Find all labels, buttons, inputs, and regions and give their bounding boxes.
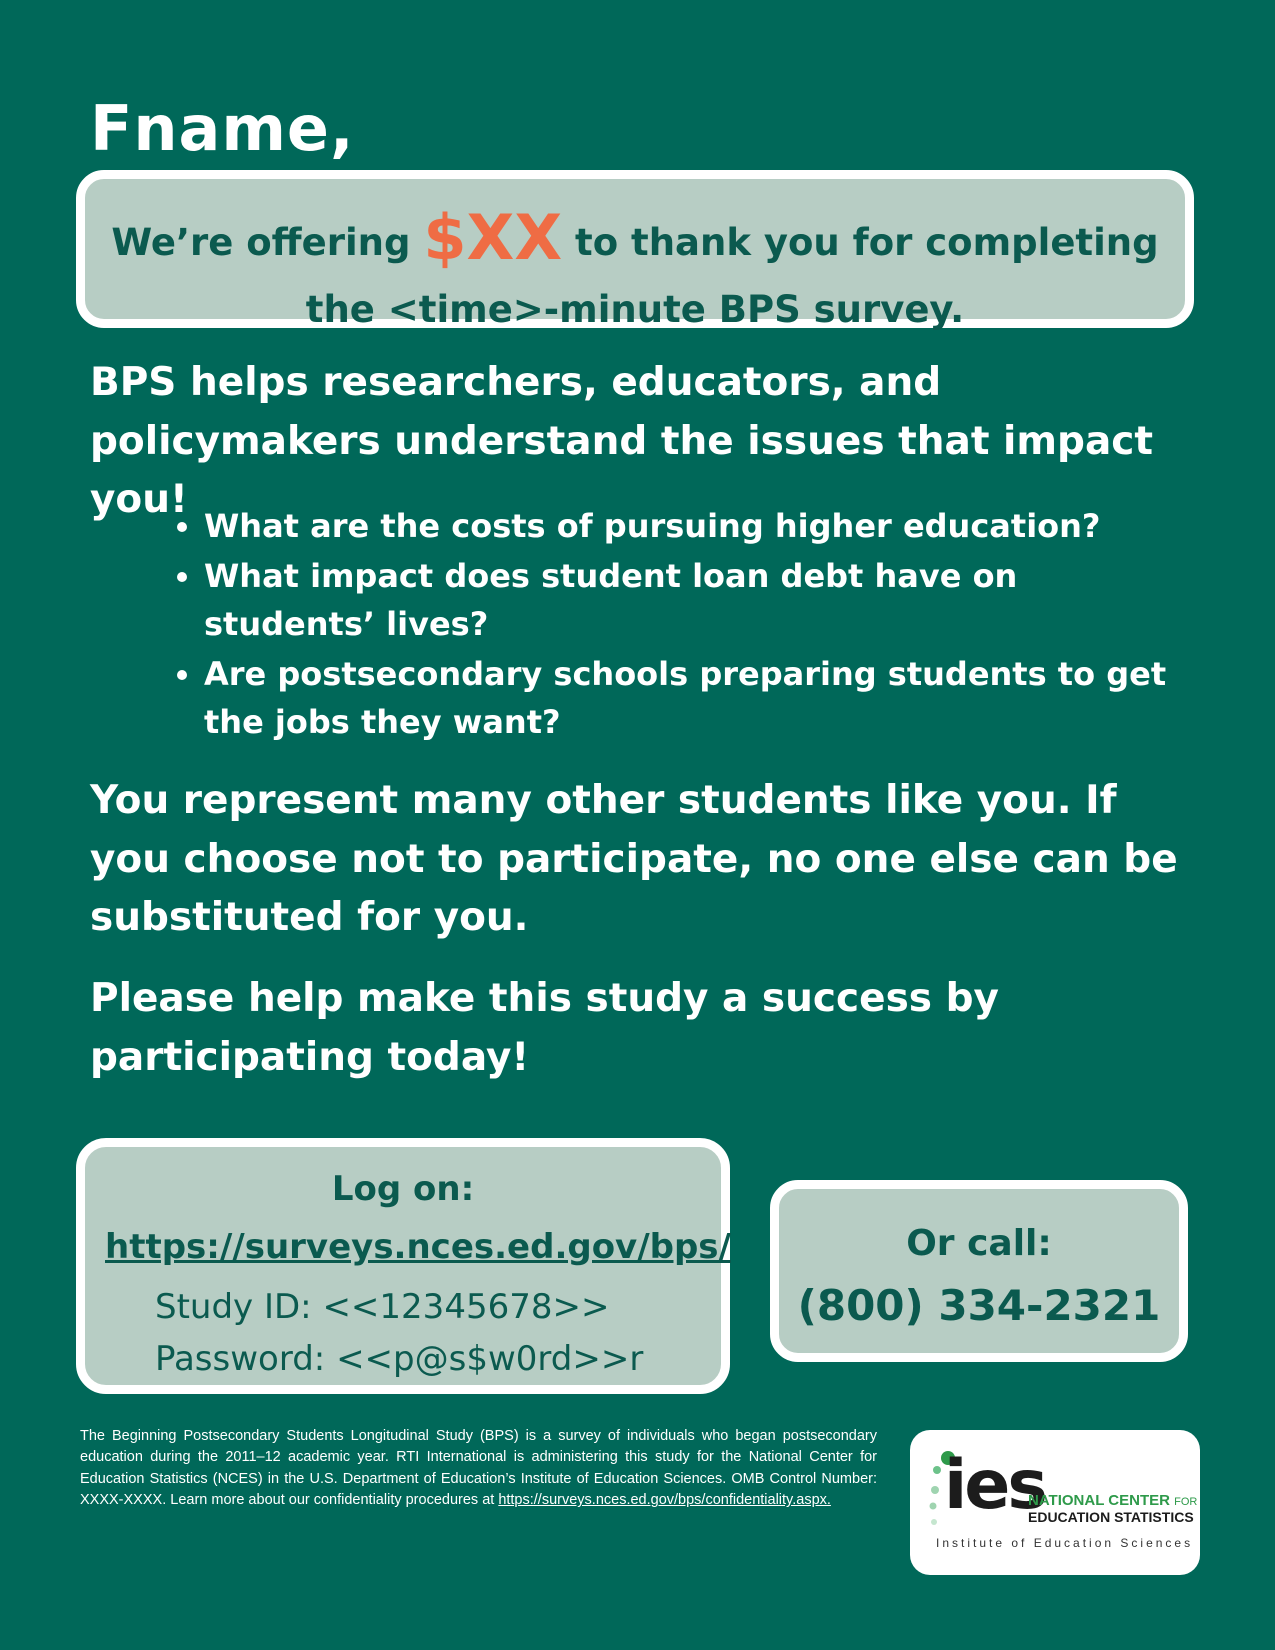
offer-box: [76, 170, 1194, 331]
list-item: • What are the costs of pursuing higher education?: [204, 502, 1194, 550]
ies-logo: [910, 1430, 1200, 1575]
phone-number: (800) 334-2321: [797, 1281, 1161, 1330]
password: Password: <<p@s$w0rd>>r: [155, 1339, 644, 1379]
logon-title: Log on:: [331, 1169, 475, 1209]
logo-institute: Institute of Education Sciences: [936, 1536, 1194, 1550]
offer-amount: $XX: [423, 201, 563, 274]
call-box: [770, 1180, 1188, 1362]
study-id: Study ID: <<12345678>>: [155, 1287, 610, 1327]
logo-line-1-big: NATIONAL CENTER: [1028, 1492, 1170, 1509]
list-item: • Are postsecondary schools preparing students to get the jobs they want?: [204, 650, 1194, 746]
call-title: Or call:: [906, 1223, 1052, 1264]
logo-line-2: EDUCATION STATISTICS: [1028, 1509, 1194, 1525]
logo-line-1-small: FOR: [1174, 1496, 1198, 1508]
logon-box: [76, 1138, 730, 1394]
footer-disclaimer: [80, 1426, 877, 1512]
questions-list: [160, 502, 1194, 748]
logo-line-1: [1028, 1492, 1197, 1509]
survey-link[interactable]: https://surveys.nces.ed.gov/bps/: [105, 1227, 731, 1267]
logo-mark: ies: [944, 1446, 1045, 1525]
please-text: Please help make this study a success by participating today!: [90, 976, 999, 1080]
offer-line-2: the <time>-minute BPS survey.: [305, 287, 965, 331]
offer-suffix: to thank you for completing: [562, 221, 1159, 264]
represent-text: You represent many other students like you. If you choose not to participate, no one else can be substituted for you.: [90, 778, 1178, 940]
footer-text: The Beginning Postsecondary Students Longitudinal Study (BPS) is a survey of individuals who began postsecondary education during the 2011–12 academic year. RTI International is administering this study for the National Center for Education Statistics (NCES) in the U.S. Department of Education’s Institute of Education Sciences. OMB Control Number: XXXX-XXXX. Learn more about our confidentiality procedures at: [80, 1428, 877, 1509]
confidentiality-link[interactable]: https://surveys.nces.ed.gov/bps/confidentiality.aspx.: [498, 1492, 831, 1509]
intro-text: BPS helps researchers, educators, and policymakers understand the issues that impact you!: [90, 360, 1154, 522]
greeting: Fname,: [90, 92, 355, 165]
offer-prefix: We’re offering: [111, 221, 424, 264]
offer-line-1: [85, 193, 1185, 283]
list-item: • What impact does student loan debt have on students’ lives?: [204, 552, 1194, 648]
